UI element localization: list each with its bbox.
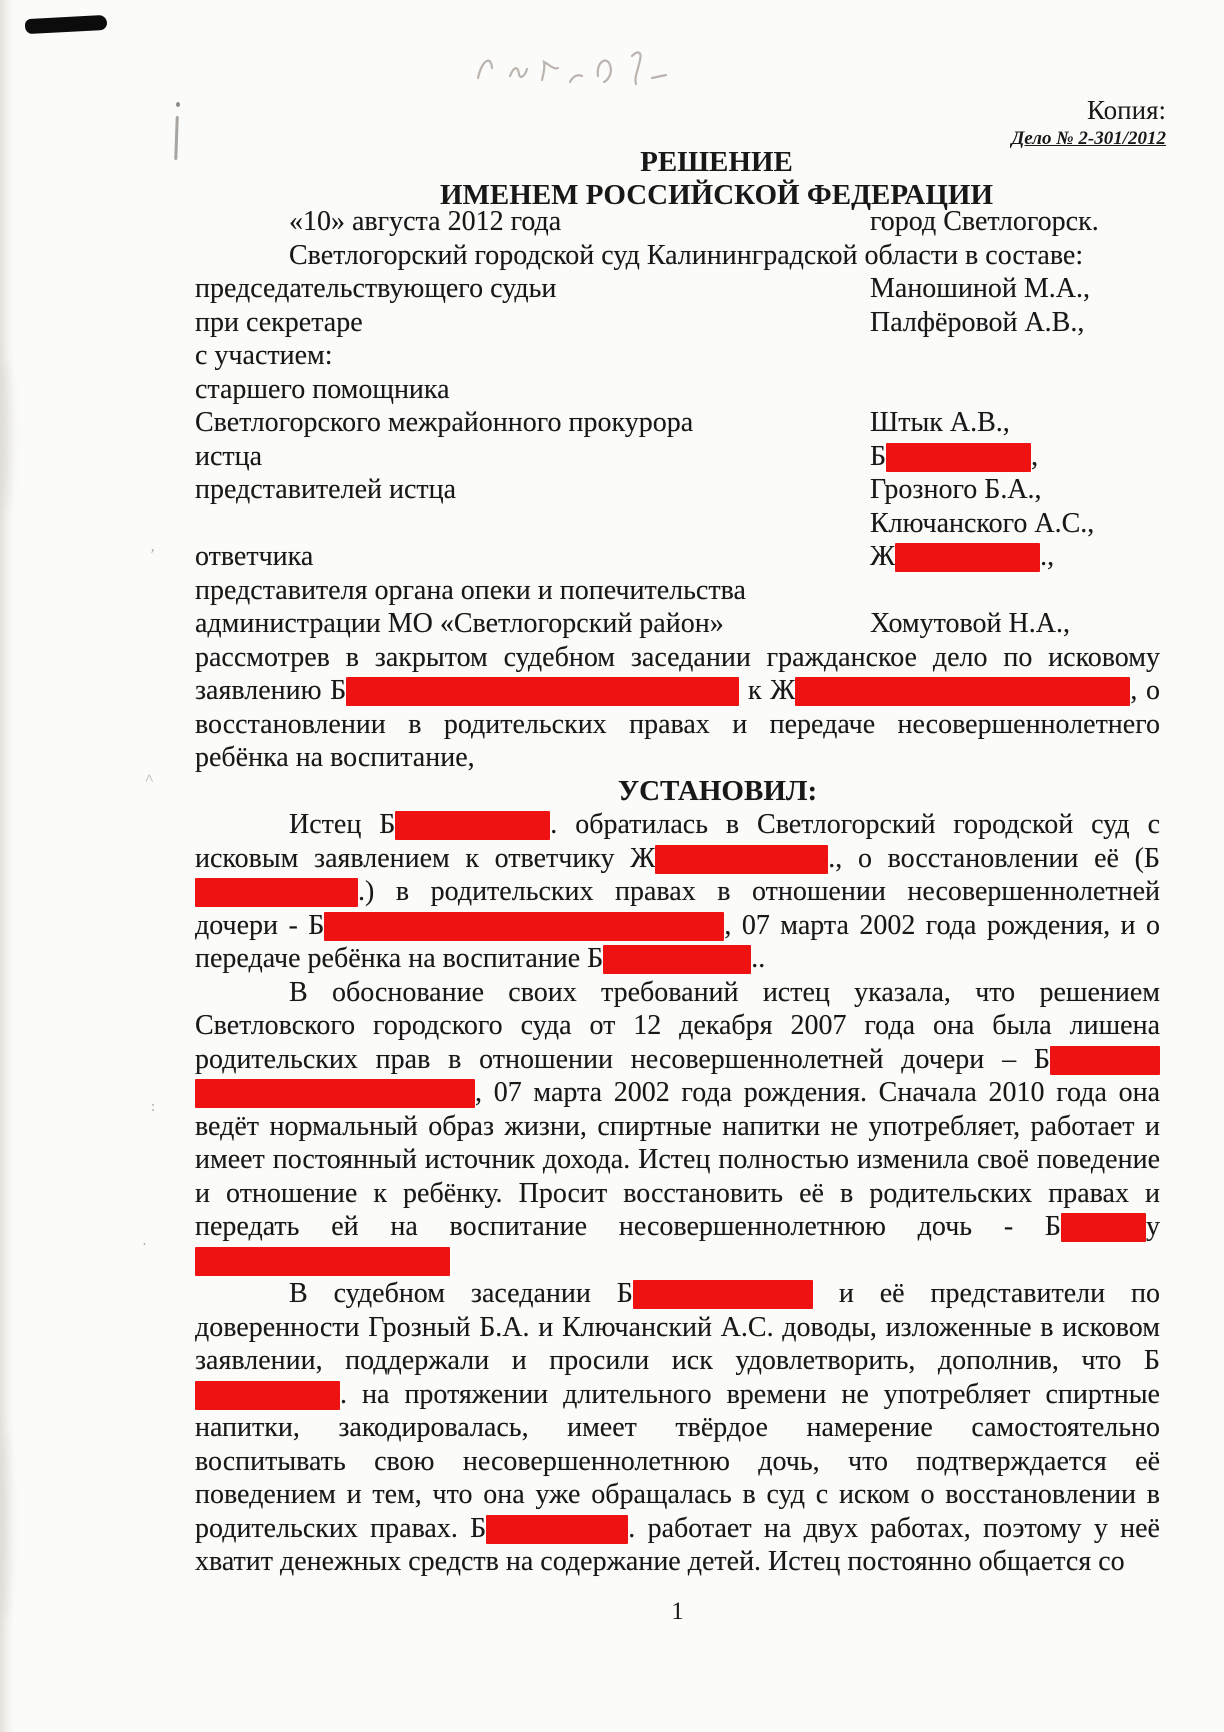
composition-label: представителей истца xyxy=(195,474,457,505)
composition-value: Маношиной М.А., xyxy=(870,273,1090,304)
in-the-name-of-rf-title: ИМЕНЕМ РОССИЙСКОЙ ФЕДЕРАЦИИ xyxy=(439,179,994,211)
composition-row xyxy=(195,440,1160,474)
composition-row xyxy=(195,406,1160,440)
composition-value: Ж ., xyxy=(870,541,1055,572)
composition-label: председательствующего судьи xyxy=(195,273,557,304)
margin-speck: ʼ xyxy=(150,547,155,563)
composition-row xyxy=(195,473,1160,507)
pen-stroke-mark xyxy=(174,116,179,160)
case-number: Дело № 2-301/2012 xyxy=(1011,128,1166,149)
preamble-paragraph: рассмотрев в закрытом судебном заседании гражданское дело по исковому заявлению Б к Ж , о восстановлении в родительских правах и передаче несовершеннолетнего ребёнка на воспитание, xyxy=(195,641,1160,773)
composition-value: Палфёровой А.В., xyxy=(870,306,1085,338)
composition-label: с участием: xyxy=(195,340,333,371)
composition-row xyxy=(195,507,1160,541)
decision-city: город Светлогорск. xyxy=(870,206,1099,237)
header-right-block xyxy=(1011,95,1166,150)
composition-row xyxy=(195,607,1160,641)
redaction-box xyxy=(633,1280,813,1309)
body-paragraph: Истец Б . обратилась в Светлогорский городской суд с исковым заявлением к ответчику Ж ., о восстановлении её (Б.) в родительских правах в отношении несовершеннолетней дочери - Б , 07 марта 2002 года рождения, и о передаче ребёнка на воспитание Б .. xyxy=(195,809,1161,974)
redaction-box xyxy=(346,677,739,706)
composition-row xyxy=(195,574,1160,608)
composition-value: Хомутовой Н.А., xyxy=(870,608,1070,639)
redaction-box xyxy=(1050,1046,1160,1075)
scanner-ink-mark xyxy=(25,15,108,34)
redaction-box xyxy=(195,1247,450,1276)
redaction-box xyxy=(795,677,1130,706)
redaction-box xyxy=(1061,1213,1146,1242)
redaction-box xyxy=(195,878,358,907)
redaction-box xyxy=(195,1079,475,1108)
copy-label: Копия: xyxy=(1087,95,1166,125)
body-paragraph: В судебном заседании Б и её представители по доверенности Грозный Б.А. и Ключанский А.С. доводы, изложенные в исковом заявлении, поддержали и просили иск удовлетворить, дополнив, что Б. на протяжении длительного времени не употребляет спиртные напитки, закодировалась, имеет твёрдое намерение самостоятельно воспитывать свою несовершеннолетнюю дочь, что подтверждается её поведением и тем, что она уже обращалась в суд с иском о восстановлении в родительских правах. Б . работает на двух работах, поэтому у неё хватит денежных средств на содержание детей. Истец постоянно общается со xyxy=(195,1278,1160,1577)
composition-row xyxy=(195,373,1160,407)
composition-label: ответчика xyxy=(195,541,314,572)
redaction-box xyxy=(886,443,1031,472)
composition-label: истца xyxy=(195,440,263,472)
margin-speck: : xyxy=(151,1099,156,1115)
redaction-box xyxy=(655,845,828,874)
composition-value: Грозного Б.А., xyxy=(870,474,1042,505)
page-number: 1 xyxy=(671,1598,684,1625)
composition-row xyxy=(195,540,1160,574)
composition-value: Ключанского А.С., xyxy=(870,507,1095,539)
margin-speck: · xyxy=(142,1237,147,1253)
composition-label: администрации МО «Светлогорский район» xyxy=(195,608,724,639)
composition-label: при секретаре xyxy=(195,306,363,338)
composition-row xyxy=(195,306,1160,340)
composition-value: Б , xyxy=(870,440,1039,472)
ustanovil-heading: УСТАНОВИЛ: xyxy=(617,774,818,807)
composition-label: представителя органа опеки и попечительства xyxy=(195,574,746,606)
decision-date: «10» августа 2012 года xyxy=(289,206,562,237)
redaction-box xyxy=(395,811,550,840)
redaction-box xyxy=(603,945,751,974)
redaction-box xyxy=(195,1381,340,1410)
redaction-box xyxy=(324,912,724,941)
court-intro-line: Светлогорский городской суд Калининградской области в составе: xyxy=(289,239,1084,271)
document-body xyxy=(195,205,1160,1579)
composition-label: старшего помощника xyxy=(195,373,450,405)
document-titles xyxy=(195,146,1160,212)
decision-title: РЕШЕНИЕ xyxy=(640,146,793,178)
pen-dot-mark xyxy=(176,102,180,107)
composition-value: Штык А.В., xyxy=(870,407,1010,438)
redaction-box xyxy=(895,543,1040,572)
redaction-box xyxy=(486,1515,628,1544)
margin-speck: ˄ xyxy=(145,771,154,787)
composition-label: Светлогорского межрайонного прокурора xyxy=(195,407,694,438)
body-paragraph: В обоснование своих требований истец указала, что решением Светловского городского суда от 12 декабря 2007 года она была лишена родительских прав в отношении несовершеннолетней дочери – Б , 07 марта 2002 года рождения. Сначала 2010 года она ведёт нормальный образ жизни, спиртные напитки не употребляет, работает и имеет постоянный источник дохода. Истец полностью изменила своё поведение и отношение к ребёнку. Просит восстановить её в родительских правах и передать ей на воспитание несовершеннолетнюю дочь - Б у xyxy=(195,976,1160,1278)
date-city-row xyxy=(195,205,1160,239)
composition-row xyxy=(195,272,1160,306)
handwritten-scribble xyxy=(470,38,680,96)
composition-row xyxy=(195,339,1160,373)
